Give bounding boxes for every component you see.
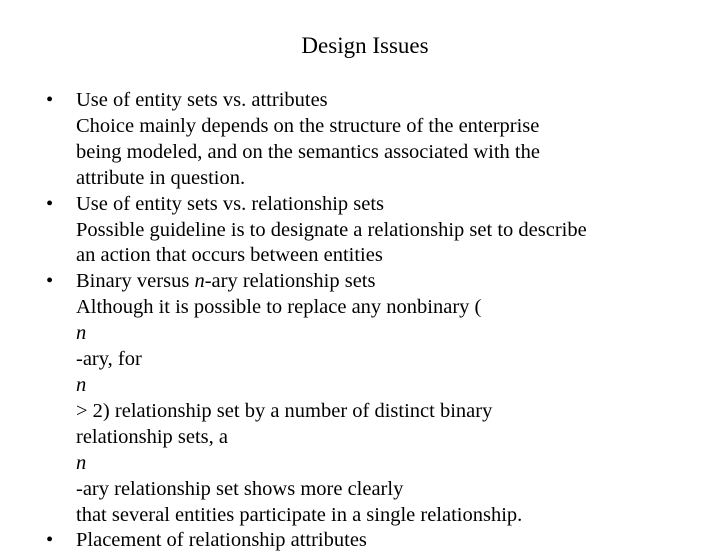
bullet-heading: Use of entity sets vs. attributes (76, 89, 328, 111)
heading-italic-n: n (194, 270, 205, 293)
heading-text: Binary versus (76, 270, 195, 293)
detail-text: Although it is possible to replace any nonbinary ( (76, 296, 482, 319)
bullet-list (0, 88, 720, 554)
bullet-icon: • (46, 192, 54, 215)
bullet-heading (76, 269, 720, 295)
bullet-icon: • (46, 89, 54, 111)
bullet-detail (76, 295, 686, 528)
detail-line: that several entities participate in a single relationship. (76, 503, 523, 526)
bullet-heading: Use of entity sets vs. relationship sets (76, 192, 385, 215)
detail-line: an action that occurs between entities (76, 244, 383, 267)
bullet-item-entity-vs-relationship (0, 192, 720, 270)
detail-line: being modeled, and on the semantics associated with the (76, 140, 540, 163)
detail-line: > 2) relationship set by a number of distinct binary (76, 399, 493, 422)
bullet-detail (76, 218, 686, 270)
detail-line (76, 425, 686, 503)
bullet-item-entity-vs-attributes (0, 88, 720, 192)
slide-title: Design Issues (301, 33, 429, 58)
detail-line: attribute in question. (76, 166, 246, 189)
detail-line: Possible guideline is to designate a relationship set to describe (76, 218, 587, 241)
detail-text: -ary relationship set shows more clearly (76, 477, 404, 500)
heading-text: -ary relationship sets (204, 270, 376, 293)
detail-italic-n: n (76, 373, 87, 396)
bullet-icon: • (46, 270, 54, 293)
detail-italic-n: n (76, 322, 87, 345)
bullet-item-binary-vs-nary (0, 269, 720, 528)
detail-italic-n: n (76, 451, 87, 474)
detail-text: -ary, for (76, 348, 142, 371)
bullet-heading: Placement of relationship attributes (76, 529, 367, 552)
detail-line (76, 295, 686, 399)
detail-line: Choice mainly depends on the structure of the enterprise (76, 114, 540, 137)
bullet-item-placement (0, 528, 720, 554)
detail-text: relationship sets, a (76, 425, 229, 448)
bullet-icon: • (46, 529, 54, 552)
bullet-detail (76, 114, 686, 192)
